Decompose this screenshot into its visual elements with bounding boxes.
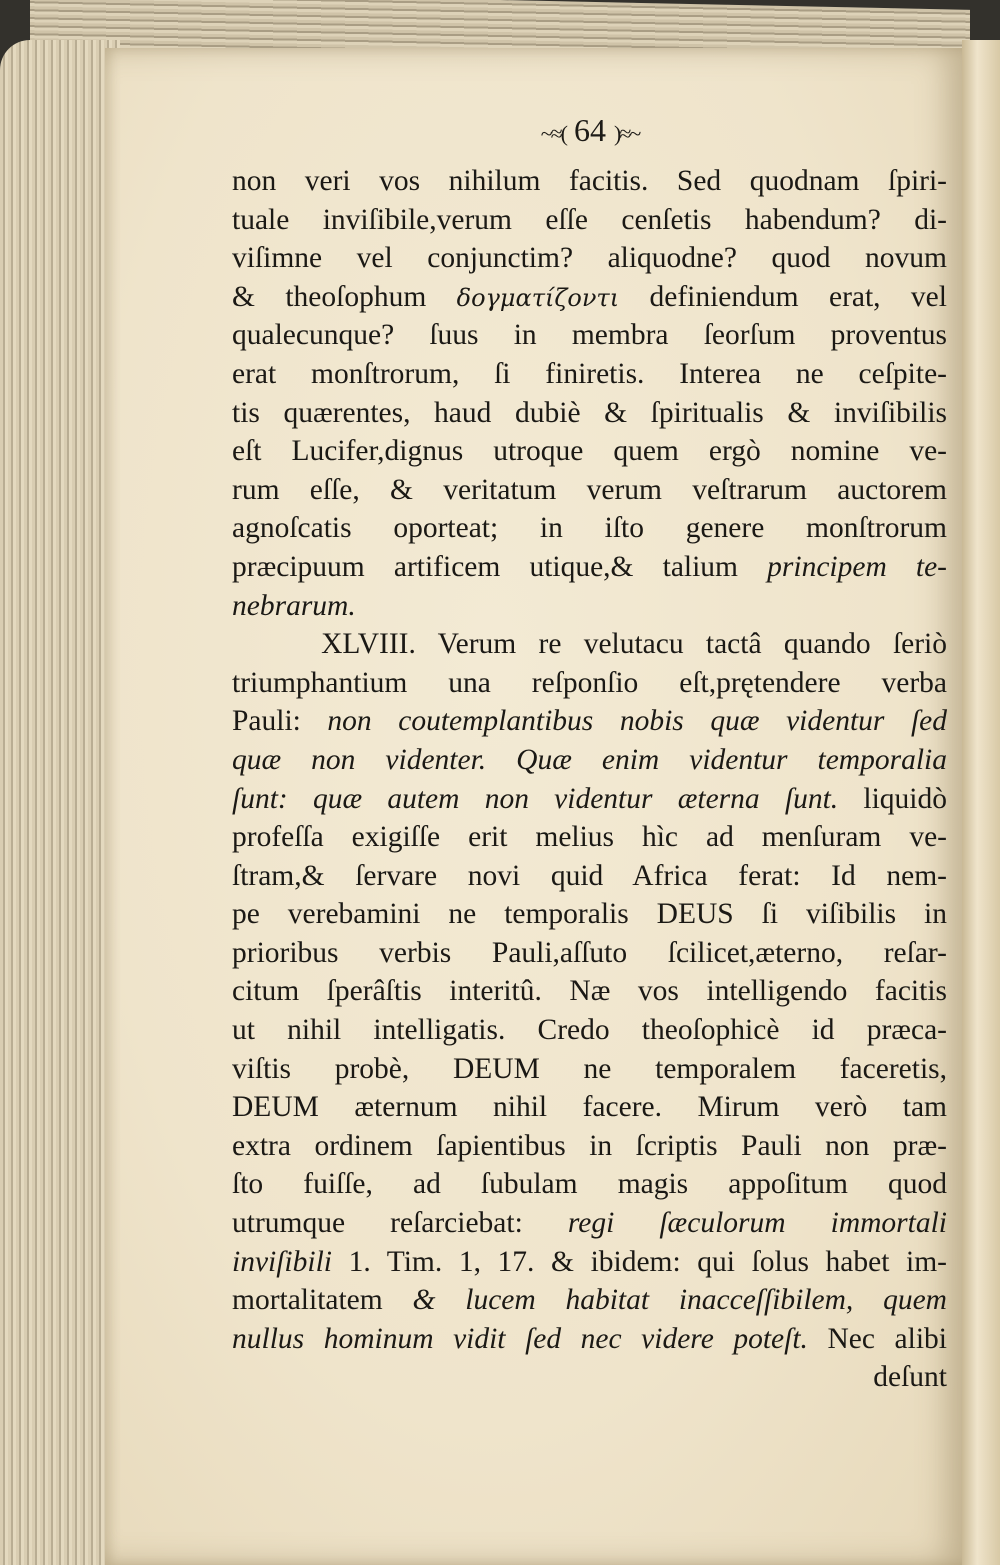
roman-text: pe verebamini ne temporalis DEUS ſi viſibilis in <box>232 898 947 931</box>
text-line <box>232 1011 947 1050</box>
roman-text: utrumque reſarciebat: <box>232 1207 568 1240</box>
roman-text: DEUM æternum nihil facere. Mirum verò tam <box>232 1091 947 1124</box>
text-line <box>232 1358 947 1397</box>
text-line <box>232 857 947 896</box>
roman-text: agnoſcatis oporteat; in iſto genere monſtrorum <box>232 512 947 545</box>
text-line <box>232 625 947 664</box>
italic-text: non coutemplantibus nobis quæ videntur ſed <box>327 705 947 738</box>
italic-text: regi ſæculorum immortali <box>567 1207 947 1240</box>
italic-text: quæ non videnter. Quæ enim videntur temporalia <box>232 743 947 776</box>
binding-gutter <box>962 40 1000 1565</box>
text-line <box>232 1165 947 1204</box>
roman-text: viſtis probè, DEUM ne temporalem faceretis, <box>232 1052 947 1085</box>
roman-text: mortalitatem <box>232 1284 413 1317</box>
roman-text: ſtram,& ſervare novi quid Africa ferat: Id nem- <box>232 859 947 892</box>
roman-text: rum eſſe, & veritatum verum veſtrarum auctorem <box>232 473 947 506</box>
roman-text: 1. Tim. 1, 17. & ibidem: qui ſolus habet im- <box>331 1245 947 1278</box>
text-line <box>232 780 947 819</box>
roman-text: Pauli: <box>232 705 328 738</box>
roman-text: erat monſtrorum, ſi finiretis. Interea ne ceſpite- <box>232 357 947 390</box>
italic-text: principem te- <box>767 550 947 583</box>
text-line <box>232 316 947 355</box>
text-line <box>232 162 947 201</box>
italic-text: inviſibili <box>232 1245 332 1278</box>
roman-text: Nec alibi <box>807 1322 947 1355</box>
header-ornament-right: )≈~ <box>614 121 640 146</box>
text-line <box>232 587 947 626</box>
roman-text: prioribus verbis Pauli,aſſuto ſcilicet,æterno, reſar- <box>232 936 947 969</box>
text-line <box>232 1204 947 1243</box>
text-line <box>232 1050 947 1089</box>
page-header <box>230 112 1000 152</box>
text-line <box>232 1320 947 1359</box>
text-line <box>232 934 947 973</box>
roman-text: profeſſa exigiſſe erit melius hìc ad menſuram ve- <box>232 821 947 854</box>
text-line <box>232 509 947 548</box>
italic-text: nebrarum. <box>232 589 356 622</box>
roman-text: citum ſperâſtis interitû. Næ vos intelligendo facitis <box>232 975 947 1008</box>
roman-text: triumphantium una reſponſio eſt,prętendere verba <box>232 666 947 699</box>
roman-text: viſimne vel conjunctim? aliquodne? quod novum <box>232 242 947 275</box>
roman-text: extra ordinem ſapientibus in ſcriptis Pauli non præ- <box>232 1129 947 1162</box>
text-line <box>232 702 947 741</box>
roman-text: & theoſophum <box>232 280 457 313</box>
text-line <box>232 239 947 278</box>
roman-text: qualecunque? ſuus in membra ſeorſum proventus <box>232 319 947 352</box>
roman-text: XLVIII. Verum re velutacu tactâ quando ſeriò <box>232 628 947 661</box>
roman-text: ſto fuiſſe, ad ſubulam magis appoſitum quod <box>232 1168 947 1201</box>
roman-text: liquidò <box>838 782 947 815</box>
greek-text: δογματίζοντι <box>456 283 620 312</box>
text-line <box>232 394 947 433</box>
roman-text: eſt Lucifer,dignus utroque quem ergò nomine ve- <box>232 435 947 468</box>
roman-text: deſunt <box>873 1361 947 1394</box>
text-line <box>232 1243 947 1282</box>
roman-text: tis quærentes, haud dubiè & ſpiritualis & inviſibilis <box>232 396 947 429</box>
italic-text: & lucem habitat inacceſſibilem, quem <box>412 1284 947 1317</box>
roman-text: tuale inviſibile,verum eſſe cenſetis habendum? di- <box>232 203 947 236</box>
text-line <box>232 548 947 587</box>
text-line <box>232 818 947 857</box>
header-ornament-left: ~≈( <box>540 121 566 146</box>
roman-text: præcipuum artificem utique,& talium <box>232 550 768 583</box>
page-edges-left <box>0 40 120 1565</box>
body-text <box>232 162 947 1397</box>
text-line <box>232 355 947 394</box>
roman-text: non veri vos nihilum facitis. Sed quodnam ſpiri- <box>232 165 947 197</box>
text-line <box>232 201 947 240</box>
text-line <box>232 1281 947 1320</box>
text-line <box>232 741 947 780</box>
italic-text: ſunt: quæ autem non videntur æterna ſunt. <box>232 782 839 815</box>
text-line <box>232 471 947 510</box>
text-line <box>232 432 947 471</box>
text-line <box>232 1088 947 1127</box>
roman-text: definiendum erat, vel <box>619 280 947 313</box>
text-line <box>232 278 947 317</box>
roman-text: ut nihil intelligatis. Credo theoſophicè id præca- <box>232 1014 947 1047</box>
text-line <box>232 895 947 934</box>
italic-text: nullus hominum vidit ſed nec videre poteſt. <box>232 1322 808 1355</box>
page-number: 64 <box>574 112 606 148</box>
text-line <box>232 664 947 703</box>
text-line <box>232 972 947 1011</box>
text-line <box>232 1127 947 1166</box>
